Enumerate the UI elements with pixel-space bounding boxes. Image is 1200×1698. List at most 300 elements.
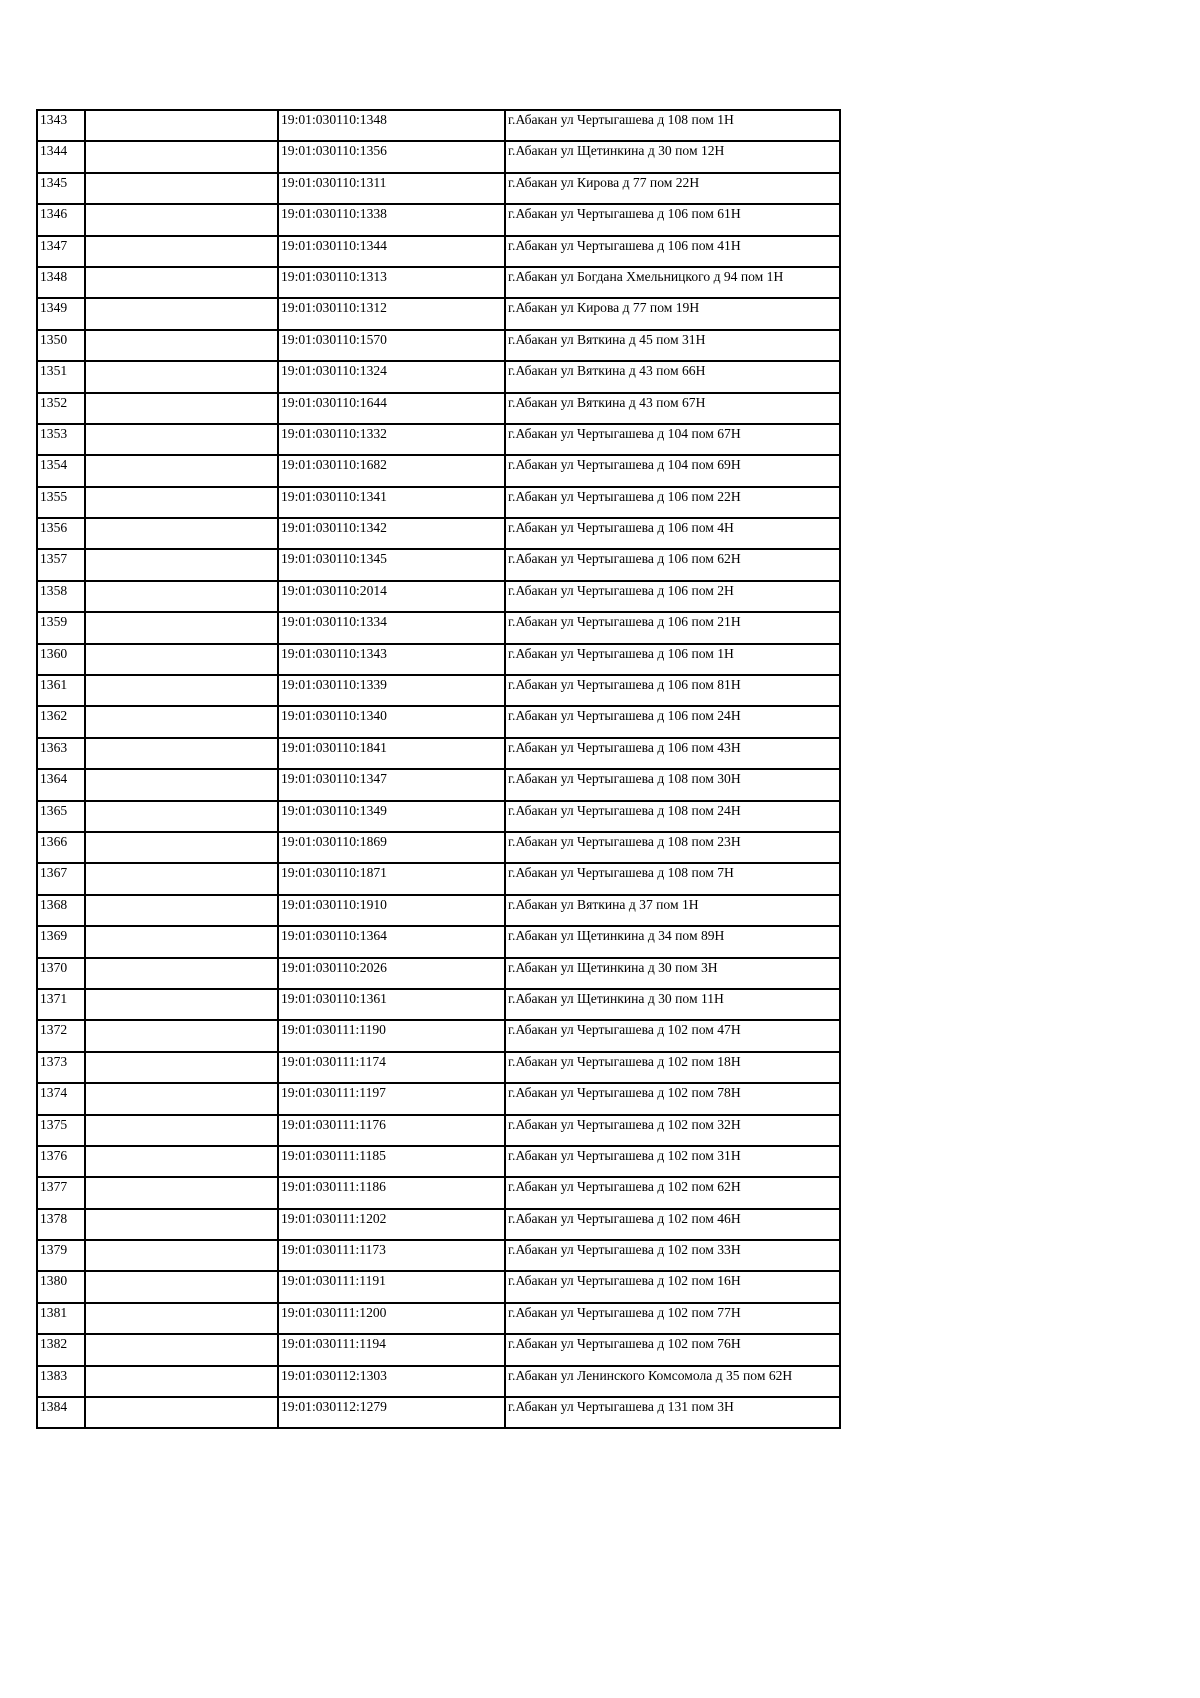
cadastral-number-text: 19:01:030110:1324 [281,363,387,379]
table-row [37,1271,840,1302]
row-number-text: 1358 [40,582,68,598]
table-row [37,644,840,675]
cadastral-number-text: 19:01:030110:1339 [281,677,387,693]
address-text: г.Абакан ул Чертыгашева д 102 пом 31Н [508,1147,741,1163]
table-row [37,769,840,800]
table-row [37,361,840,392]
address-text: г.Абакан ул Чертыгашева д 102 пом 32Н [508,1116,741,1132]
cadastral-number-text: 19:01:030110:1311 [281,174,387,190]
address-cell [505,1115,840,1146]
cadastral-number-cell [278,895,505,926]
address-cell [505,769,840,800]
address-text: г.Абакан ул Чертыгашева д 104 пом 67Н [508,425,741,441]
cadastral-number-text: 19:01:030111:1173 [281,1242,386,1258]
owner-text [88,456,277,457]
row-number-text: 1360 [40,645,68,661]
table-row [37,487,840,518]
owner-cell [85,518,278,549]
row-number-cell [37,1397,85,1428]
owner-text [88,142,277,143]
owner-cell [85,1240,278,1271]
address-cell [505,1052,840,1083]
address-cell [505,895,840,926]
table-row [37,393,840,424]
address-text: г.Абакан ул Чертыгашева д 106 пом 62Н [508,551,741,567]
row-number-cell [37,581,85,612]
row-number-cell [37,644,85,675]
address-cell [505,612,840,643]
address-cell [505,393,840,424]
table-row [37,1397,840,1428]
table-row [37,675,840,706]
row-number-cell [37,706,85,737]
cadastral-number-cell [278,832,505,863]
table-row [37,1083,840,1114]
address-cell [505,141,840,172]
table-row [37,1240,840,1271]
cadastral-number-cell [278,204,505,235]
address-cell [505,706,840,737]
address-cell [505,1240,840,1271]
row-number-cell [37,236,85,267]
cadastral-number-cell [278,863,505,894]
owner-cell [85,706,278,737]
owner-cell [85,769,278,800]
address-cell [505,1146,840,1177]
row-number-cell [37,612,85,643]
owner-cell [85,330,278,361]
address-text: г.Абакан ул Чертыгашева д 106 пом 41Н [508,237,741,253]
cadastral-number-cell [278,706,505,737]
cadastral-number-cell [278,1397,505,1428]
address-text: г.Абакан ул Чертыгашева д 102 пом 16Н [508,1273,741,1289]
row-number-cell [37,958,85,989]
row-number-cell [37,1146,85,1177]
table-row [37,204,840,235]
cadastral-number-cell [278,926,505,957]
address-text: г.Абакан ул Чертыгашева д 102 пом 33Н [508,1242,741,1258]
cadastral-number-text: 19:01:030110:1644 [281,394,387,410]
table-row [37,958,840,989]
row-number-text: 1370 [40,959,68,975]
row-number-text: 1354 [40,457,68,473]
owner-cell [85,204,278,235]
table-row [37,330,840,361]
cadastral-number-cell [278,1177,505,1208]
cadastral-number-text: 19:01:030110:1342 [281,520,387,536]
row-number-cell [37,1303,85,1334]
address-cell [505,581,840,612]
cadastral-number-text: 19:01:030110:1356 [281,143,387,159]
cadastral-number-cell [278,549,505,580]
owner-cell [85,581,278,612]
address-cell [505,173,840,204]
owner-cell [85,455,278,486]
cadastral-number-text: 19:01:030110:1364 [281,928,387,944]
row-number-cell [37,110,85,141]
row-number-text: 1383 [40,1367,68,1383]
table-row [37,895,840,926]
cadastral-number-text: 19:01:030111:1185 [281,1147,386,1163]
cadastral-number-text: 19:01:030112:1279 [281,1399,387,1415]
address-cell [505,1020,840,1051]
cadastral-number-text: 19:01:030110:1345 [281,551,387,567]
row-number-text: 1377 [40,1179,68,1195]
row-number-text: 1345 [40,174,68,190]
owner-text [88,237,277,238]
address-text: г.Абакан ул Чертыгашева д 106 пом 43Н [508,739,741,755]
cadastral-number-cell [278,455,505,486]
address-text: г.Абакан ул Чертыгашева д 102 пом 78Н [508,1085,741,1101]
cadastral-number-text: 19:01:030110:1334 [281,614,387,630]
owner-text [88,896,277,897]
address-cell [505,267,840,298]
cadastral-number-cell [278,1334,505,1365]
row-number-text: 1362 [40,708,68,724]
owner-text [88,1116,277,1117]
table-row [37,989,840,1020]
address-cell [505,424,840,455]
cadastral-number-cell [278,738,505,769]
table-body [37,110,840,1428]
cadastral-number-cell [278,1209,505,1240]
table-row [37,1020,840,1051]
table-row [37,298,840,329]
table-row [37,581,840,612]
owner-text [88,645,277,646]
address-text: г.Абакан ул Чертыгашева д 108 пом 24Н [508,802,741,818]
cadastral-number-cell [278,361,505,392]
cadastral-number-text: 19:01:030110:1332 [281,425,387,441]
cadastral-number-cell [278,769,505,800]
row-number-text: 1378 [40,1210,68,1226]
cadastral-number-text: 19:01:030111:1186 [281,1179,386,1195]
owner-cell [85,1366,278,1397]
table-row [37,738,840,769]
cadastral-number-cell [278,1271,505,1302]
cadastral-number-cell [278,487,505,518]
table-row [37,518,840,549]
address-cell [505,204,840,235]
row-number-cell [37,863,85,894]
row-number-cell [37,518,85,549]
row-number-text: 1344 [40,143,68,159]
address-text: г.Абакан ул Чертыгашева д 108 пом 7Н [508,865,734,881]
owner-cell [85,1052,278,1083]
address-text: г.Абакан ул Щетинкина д 30 пом 3Н [508,959,718,975]
owner-cell [85,1303,278,1334]
table-row [37,424,840,455]
cadastral-number-text: 19:01:030110:1348 [281,112,387,127]
owner-cell [85,1146,278,1177]
table-row [37,110,840,141]
property-table [36,109,841,1429]
owner-cell [85,738,278,769]
row-number-cell [37,675,85,706]
cadastral-number-text: 19:01:030110:1910 [281,896,387,912]
address-text: г.Абакан ул Вяткина д 37 пом 1Н [508,896,699,912]
row-number-cell [37,141,85,172]
owner-cell [85,549,278,580]
table-row [37,1115,840,1146]
owner-text [88,1241,277,1242]
cadastral-number-text: 19:01:030110:1361 [281,990,387,1006]
row-number-text: 1372 [40,1022,68,1038]
cadastral-number-text: 19:01:030110:1338 [281,206,387,222]
row-number-text: 1352 [40,394,68,410]
cadastral-number-cell [278,1115,505,1146]
cadastral-number-cell [278,518,505,549]
row-number-text: 1346 [40,206,68,222]
cadastral-number-cell [278,1083,505,1114]
cadastral-number-cell [278,1366,505,1397]
owner-text [88,990,277,991]
cadastral-number-cell [278,989,505,1020]
owner-cell [85,173,278,204]
table-row [37,141,840,172]
owner-text [88,519,277,520]
row-number-cell [37,769,85,800]
row-number-cell [37,926,85,957]
address-text: г.Абакан ул Чертыгашева д 102 пом 47Н [508,1022,741,1038]
owner-text [88,613,277,614]
owner-cell [85,1115,278,1146]
row-number-cell [37,267,85,298]
table-row [37,1177,840,1208]
cadastral-number-text: 19:01:030111:1176 [281,1116,386,1132]
row-number-text: 1349 [40,300,68,316]
address-text: г.Абакан ул Щетинкина д 34 пом 89Н [508,928,725,944]
address-text: г.Абакан ул Чертыгашева д 102 пом 62Н [508,1179,741,1195]
table-row [37,549,840,580]
table-row [37,1209,840,1240]
address-cell [505,801,840,832]
row-number-cell [37,801,85,832]
address-cell [505,675,840,706]
owner-text [88,1398,277,1399]
table-row [37,926,840,957]
address-cell [505,738,840,769]
address-text: г.Абакан ул Чертыгашева д 108 пом 30Н [508,771,741,787]
row-number-text: 1361 [40,677,68,693]
cadastral-number-text: 19:01:030110:1841 [281,739,387,755]
row-number-text: 1367 [40,865,68,881]
row-number-text: 1365 [40,802,68,818]
address-cell [505,1303,840,1334]
cadastral-number-cell [278,1303,505,1334]
address-cell [505,1177,840,1208]
cadastral-number-text: 19:01:030110:1349 [281,802,387,818]
owner-text [88,739,277,740]
row-number-cell [37,1240,85,1271]
cadastral-number-cell [278,267,505,298]
owner-text [88,1367,277,1368]
row-number-text: 1355 [40,488,68,504]
owner-text [88,331,277,332]
owner-text [88,959,277,960]
row-number-text: 1347 [40,237,68,253]
address-text: г.Абакан ул Чертыгашева д 106 пом 2Н [508,582,734,598]
row-number-cell [37,738,85,769]
owner-cell [85,267,278,298]
address-cell [505,361,840,392]
address-text: г.Абакан ул Чертыгашева д 106 пом 22Н [508,488,741,504]
owner-cell [85,832,278,863]
table-row [37,455,840,486]
owner-cell [85,958,278,989]
owner-text [88,1021,277,1022]
table-row [37,706,840,737]
row-number-cell [37,1177,85,1208]
owner-cell [85,1397,278,1428]
address-text: г.Абакан ул Чертыгашева д 102 пом 46Н [508,1210,741,1226]
row-number-cell [37,895,85,926]
owner-text [88,676,277,677]
address-cell [505,832,840,863]
cadastral-number-cell [278,424,505,455]
owner-text [88,582,277,583]
row-number-cell [37,832,85,863]
table-row [37,832,840,863]
row-number-text: 1381 [40,1304,68,1320]
cadastral-number-cell [278,393,505,424]
owner-cell [85,989,278,1020]
address-text: г.Абакан ул Вяткина д 43 пом 66Н [508,363,706,379]
owner-text [88,1335,277,1336]
cadastral-number-text: 19:01:030110:1871 [281,865,387,881]
row-number-text: 1356 [40,520,68,536]
owner-cell [85,863,278,894]
address-text: г.Абакан ул Чертыгашева д 104 пом 69Н [508,457,741,473]
row-number-text: 1374 [40,1085,68,1101]
cadastral-number-text: 19:01:030111:1190 [281,1022,386,1038]
row-number-text: 1364 [40,771,68,787]
address-text: г.Абакан ул Щетинкина д 30 пом 11Н [508,990,724,1006]
cadastral-number-text: 19:01:030110:2026 [281,959,387,975]
owner-cell [85,1209,278,1240]
address-text: г.Абакан ул Кирова д 77 пом 22Н [508,174,700,190]
row-number-cell [37,1052,85,1083]
owner-cell [85,1271,278,1302]
table-row [37,236,840,267]
row-number-cell [37,1209,85,1240]
table-row [37,1052,840,1083]
row-number-cell [37,424,85,455]
address-text: г.Абакан ул Кирова д 77 пом 19Н [508,300,700,316]
address-cell [505,926,840,957]
table-row [37,801,840,832]
address-cell [505,236,840,267]
row-number-text: 1366 [40,833,68,849]
address-text: г.Абакан ул Щетинкина д 30 пом 12Н [508,143,725,159]
cadastral-number-cell [278,1020,505,1051]
owner-text [88,425,277,426]
cadastral-number-text: 19:01:030111:1174 [281,1053,386,1069]
owner-text [88,1053,277,1054]
cadastral-number-text: 19:01:030111:1194 [281,1336,386,1352]
owner-cell [85,895,278,926]
address-text: г.Абакан ул Чертыгашева д 106 пом 1Н [508,645,734,661]
row-number-text: 1363 [40,739,68,755]
cadastral-number-text: 19:01:030110:2014 [281,582,387,598]
address-text: г.Абакан ул Ленинского Комсомола д 35 пом 62Н [508,1367,793,1383]
address-cell [505,330,840,361]
address-text: г.Абакан ул Чертыгашева д 102 пом 18Н [508,1053,741,1069]
address-cell [505,1209,840,1240]
owner-text [88,802,277,803]
address-text: г.Абакан ул Чертыгашева д 106 пом 21Н [508,614,741,630]
owner-text [88,362,277,363]
owner-text [88,864,277,865]
cadastral-number-cell [278,612,505,643]
owner-cell [85,1334,278,1365]
address-text: г.Абакан ул Чертыгашева д 106 пом 61Н [508,206,741,222]
owner-cell [85,644,278,675]
address-text: г.Абакан ул Чертыгашева д 106 пом 24Н [508,708,741,724]
owner-text [88,299,277,300]
cadastral-number-cell [278,1146,505,1177]
cadastral-number-cell [278,581,505,612]
address-text: г.Абакан ул Чертыгашева д 106 пом 81Н [508,677,741,693]
address-cell [505,1271,840,1302]
owner-text [88,927,277,928]
owner-text [88,394,277,395]
owner-cell [85,612,278,643]
table-row [37,1334,840,1365]
address-text: г.Абакан ул Чертыгашева д 131 пом 3Н [508,1399,734,1415]
row-number-cell [37,204,85,235]
row-number-text: 1384 [40,1399,68,1415]
row-number-cell [37,1115,85,1146]
owner-cell [85,141,278,172]
address-cell [505,958,840,989]
cadastral-number-text: 19:01:030110:1340 [281,708,387,724]
row-number-cell [37,1271,85,1302]
row-number-text: 1368 [40,896,68,912]
row-number-cell [37,173,85,204]
cadastral-number-text: 19:01:030110:1869 [281,833,387,849]
table-row [37,612,840,643]
row-number-cell [37,361,85,392]
owner-text [88,174,277,175]
cadastral-number-text: 19:01:030110:1313 [281,268,387,284]
row-number-text: 1369 [40,928,68,944]
cadastral-number-cell [278,958,505,989]
cadastral-number-text: 19:01:030110:1347 [281,771,387,787]
row-number-cell [37,330,85,361]
owner-text [88,1304,277,1305]
address-text: г.Абакан ул Вяткина д 43 пом 67Н [508,394,706,410]
address-text: г.Абакан ул Чертыгашева д 108 пом 23Н [508,833,741,849]
address-cell [505,110,840,141]
row-number-cell [37,549,85,580]
owner-cell [85,487,278,518]
address-cell [505,1397,840,1428]
row-number-cell [37,1366,85,1397]
cadastral-number-cell [278,644,505,675]
cadastral-number-text: 19:01:030110:1341 [281,488,387,504]
row-number-text: 1351 [40,363,68,379]
row-number-text: 1357 [40,551,68,567]
owner-text [88,1210,277,1211]
owner-cell [85,298,278,329]
row-number-text: 1373 [40,1053,68,1069]
owner-text [88,488,277,489]
owner-cell [85,424,278,455]
address-text: г.Абакан ул Вяткина д 45 пом 31Н [508,331,706,347]
address-cell [505,863,840,894]
row-number-cell [37,298,85,329]
